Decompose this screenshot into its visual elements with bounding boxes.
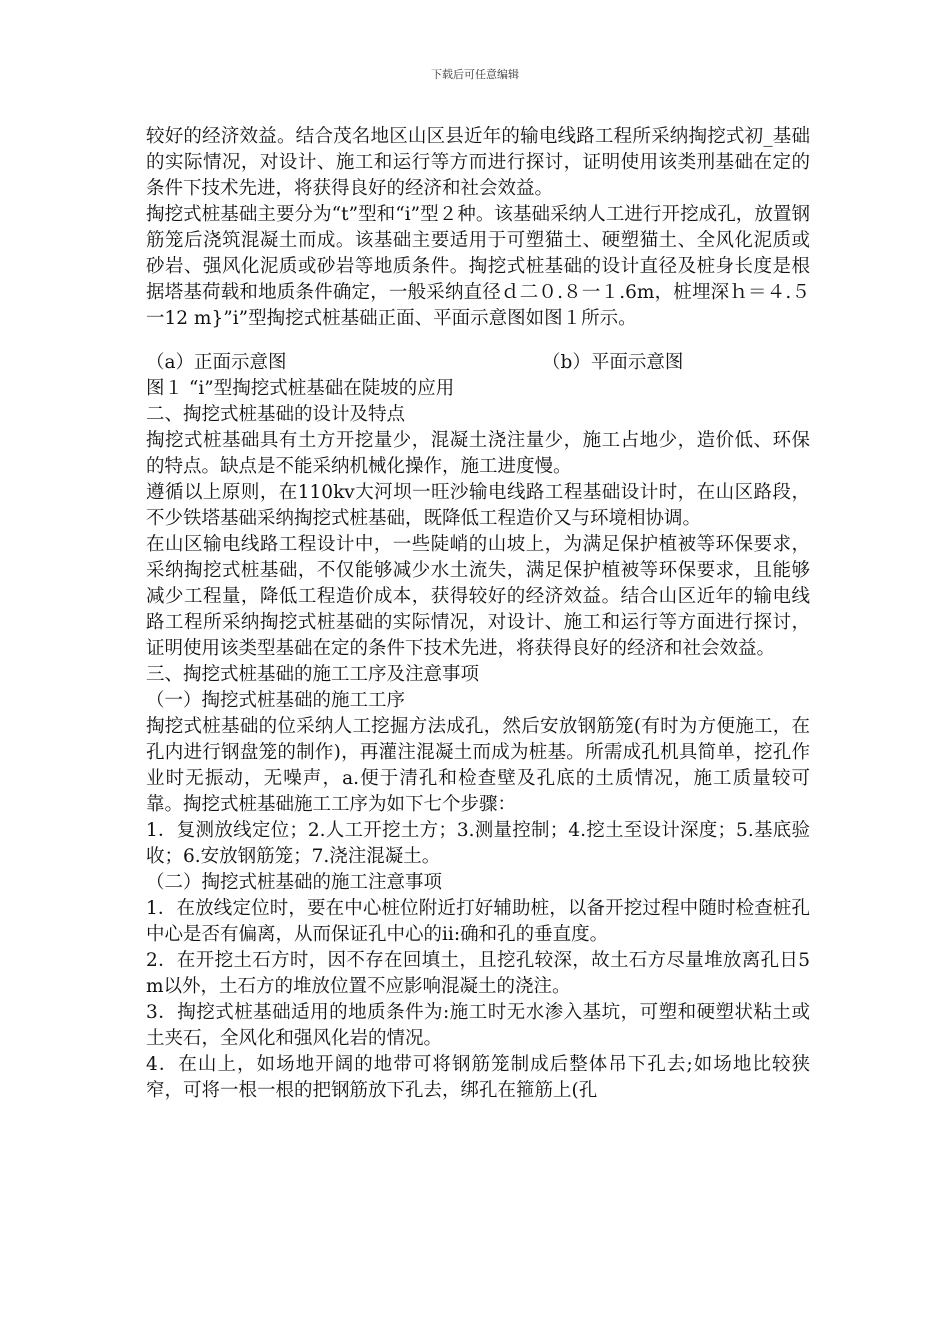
paragraph-intro-benefits: 较好的经济效益。结合茂名地区山区县近年的输电线路工程所采纳掏挖式初_基础的实际情况，对设计、施工和运行等方而进行探讨，证明使用该类刑基础在定的条件下技术先进，将获得良好的经济和社会效益。 (146, 126, 810, 199)
section3-sub1-steps: 1．复测放线定位；2.人工开挖土方；3.测量控制；4.挖土至设计深度；5.基底验收；6.安放钢筋笼；7.浇注混凝土。 (146, 820, 810, 867)
section3-sub2-heading: （二）掏挖式桩基础的施工注意事项 (146, 872, 443, 893)
figure-caption: 图１ “i”型掏挖式桩基础在陡坡的应用 (146, 378, 455, 399)
note-item: 4．在山上，如场地开阔的地带可将钢筋笼制成后整体吊下孔去;如场地比较狭窄，可将一根一根的把钢筋放下孔去，绑孔在箍筋上(孔 (146, 1054, 810, 1101)
note-item: 2．在开挖土石方时，因不存在回填土，且挖孔较深，故土石方尽量堆放离孔日5m以外，土石方的堆放位置不应影响混凝土的浇注。 (146, 950, 810, 997)
note-item: 3．掏挖式桩基础适用的地质条件为:施工时无水渗入基坑，可塑和硬塑状粘土或土夹石，全风化和强风化岩的情况。 (146, 1002, 810, 1049)
section2-paragraph: 遵循以上原则，在110kv大河坝一旺沙输电线路工程基础设计时，在山区路段，不少铁塔基础采纳掏挖式桩基础，既降低工程造价又与环境相协调。 (146, 482, 810, 529)
page-header: 下载后可任意编辑 (431, 68, 519, 81)
figure-subcaptions (146, 350, 810, 376)
paragraph-foundation-types: 掏挖式桩基础主要分为“t”型和“i”型２种。该基础采纳人工进行开挖成孔，放置钢筋笼后浇筑混凝土而成。该基础主要适用于可塑猫土、硬塑猫土、全风化泥质或砂岩、强风化泥质或砂岩等地质条件。掏挖式桩基础的设计直径及桩身长度是根据塔基荷载和地质条件确定，一般采纳直径ｄ二０.８一１.6m，桩埋深ｈ＝４.５一12 m}”i”型掏挖式桩基础正面、平面示意图如图１所示。 (146, 204, 810, 329)
note-item: 1．在放线定位时，要在中心桩位附近打好辅助桩，以备开挖过程中随时检查桩孔中心是否有偏离，从而保证孔中心的ii:确和孔的垂直度。 (146, 898, 810, 945)
section2-paragraph: 掏挖式桩基础具有土方开挖量少，混凝土浇注量少，施工占地少，造价低、环保的特点。缺点是不能采纳机械化操作，施工进度慢。 (146, 430, 810, 477)
section3-sub1-paragraph: 掏挖式桩基础的位采纳人工挖掘方法成孔，然后安放钢筋笼(有时为方便施工，在孔内进行钢盘笼的制作)，再灌注混凝土而成为桩基。所需成孔机具简单，挖孔作业时无振动，无噪声，a.便于清孔和检查壁及孔底的土质情况，施工质量较可靠。掏挖式桩基础施工工序为如下七个步骤： (146, 716, 810, 815)
section2-heading: 二、掏挖式桩基础的设计及特点 (146, 404, 406, 425)
subcaption-front-view: （a）正面示意图 (146, 352, 287, 373)
document-body (146, 124, 810, 1104)
figure-placeholder (146, 332, 810, 350)
section3-sub1-heading: （一）掏挖式桩基础的施工工序 (146, 690, 406, 711)
section2-paragraph: 在山区输电线路工程设计中，一些陡峭的山坡上，为满足保护植被等环保要求，采纳掏挖式桩基础，不仅能够减少水土流失，满足保护植被等环保要求，且能够减少工程量，降低工程造价成本，获得较好的经济效益。结合山区近年的输电线路工程所采纳掏挖式桩基础的实际情况，对设计、施工和运行等方面进行探讨，证明使用该类型基础在定的条件下技术先进，将获得良好的经济和社会效益。 (146, 534, 810, 659)
subcaption-plan-view: （b）平面示意图 (542, 352, 684, 373)
section3-heading: 三、掏挖式桩基础的施工工序及注意事项 (146, 664, 480, 685)
